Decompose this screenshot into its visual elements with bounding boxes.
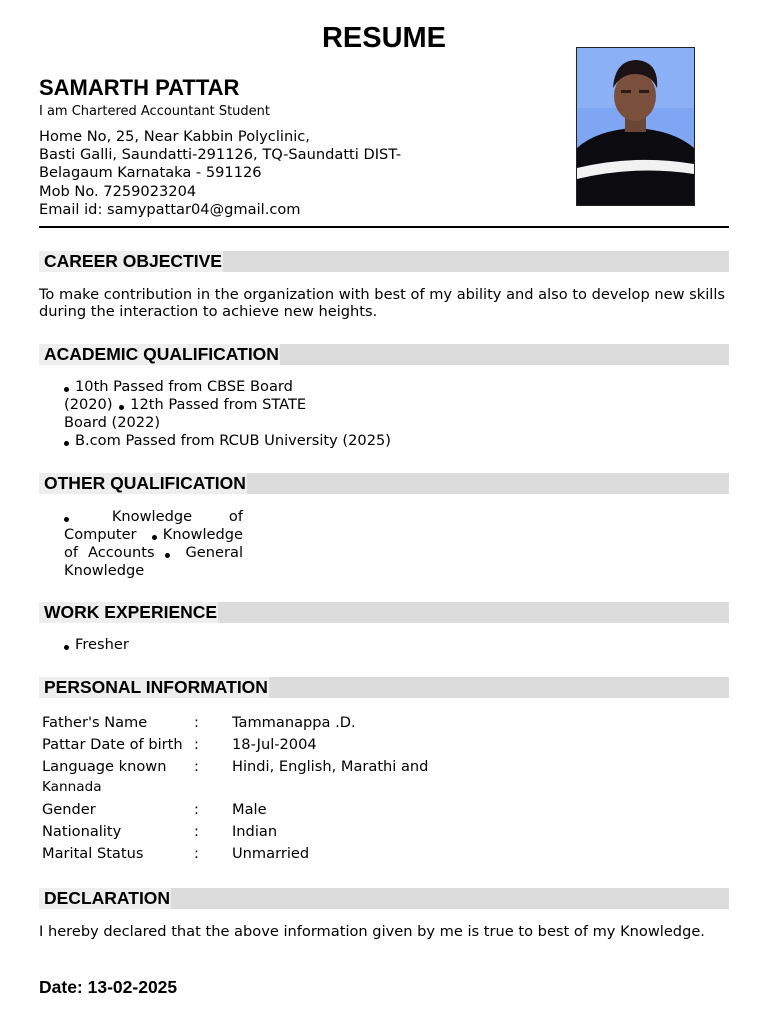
work-experience-heading: [39, 602, 729, 623]
email-line: Email id: samypattar04@gmail.com: [39, 200, 301, 218]
row-value: Indian: [232, 823, 278, 840]
row-label: Marital Status: [42, 844, 144, 862]
address-line: Basti Galli, Saundatti-291126, TQ-Saundatti DIST-: [39, 146, 402, 164]
row-separator: :: [194, 801, 199, 819]
list-item: Knowledge of Computer: [64, 508, 243, 544]
row-value: Unmarried: [232, 844, 310, 862]
row-separator: :: [194, 735, 199, 753]
bullet-icon: [64, 645, 69, 650]
work-experience-heading-label: WORK EXPERIENCE: [39, 602, 218, 623]
bullet-icon: [64, 387, 69, 392]
row-label: Pattar Date of birth: [42, 735, 183, 753]
row-value: Hindi, English, Marathi and: [232, 757, 429, 775]
declaration-heading-label: DECLARATION: [39, 888, 171, 909]
personal-information-heading: [39, 677, 729, 698]
document-date: Date: 13-02-2025: [39, 977, 178, 997]
career-objective-text: To make contribution in the organization with best of my ability and also to develop new skills during the interaction to achieve new heights.: [39, 286, 725, 320]
candidate-tagline: I am Chartered Accountant Student: [39, 104, 270, 119]
list-item: B.com Passed from RCUB University (2025): [75, 432, 391, 449]
row-label: Father's Name: [42, 714, 148, 731]
bullet-icon: [119, 405, 124, 410]
address-line: Home No, 25, Near Kabbin Polyclinic,: [39, 128, 310, 145]
address-line: Belagaum Karnataka - 591126: [39, 164, 262, 182]
other-qualification-heading-label: OTHER QUALIFICATION: [39, 473, 247, 494]
bullet-icon: [165, 553, 170, 558]
list-item: Knowledge of Accounts: [64, 526, 243, 562]
other-qualification-list: [64, 508, 243, 580]
other-qualification-heading: [39, 473, 729, 494]
academic-qualification-heading: [39, 344, 729, 365]
bullet-icon: [64, 441, 69, 446]
contact-block: [39, 128, 401, 219]
list-item: 10th Passed from CBSE Board (2020): [64, 378, 293, 414]
row-label: Nationality: [42, 823, 122, 840]
header-divider: [39, 226, 729, 228]
academic-list: [64, 378, 329, 432]
row-separator: :: [194, 757, 199, 775]
bullet-icon: [152, 535, 157, 540]
candidate-name: SAMARTH PATTAR: [39, 75, 240, 100]
document-title: RESUME: [321, 22, 447, 54]
career-objective-heading: [39, 251, 729, 272]
row-label: Language known: [42, 757, 167, 775]
list-item: General Knowledge: [64, 544, 244, 580]
career-objective-heading-label: CAREER OBJECTIVE: [39, 251, 223, 272]
row-separator: :: [194, 823, 199, 840]
phone-line: Mob No. 7259023204: [39, 182, 197, 200]
row-value: 18-Jul-2004: [232, 735, 317, 753]
list-item: 12th Passed from STATE Board (2022): [64, 396, 307, 432]
row-value: Tammanappa .D.: [232, 714, 356, 731]
profile-photo: [576, 47, 695, 206]
personal-information-heading-label: PERSONAL INFORMATION: [39, 677, 269, 698]
declaration-text: I hereby declared that the above information given by me is true to best of my Knowledge.: [39, 923, 705, 940]
row-separator: :: [194, 714, 199, 731]
declaration-heading: [39, 888, 729, 909]
row-label: Gender: [42, 801, 96, 819]
work-experience-list: [64, 636, 129, 654]
academic-qualification-heading-label: ACADEMIC QUALIFICATION: [39, 344, 280, 365]
profile-photo-illustration: [577, 48, 694, 205]
row-value: Male: [232, 801, 267, 819]
list-item: Fresher: [75, 636, 129, 653]
academic-list-item-3: [64, 432, 391, 450]
row-label: Kannada: [42, 779, 102, 796]
row-separator: :: [194, 844, 199, 862]
bullet-icon: [64, 517, 69, 522]
